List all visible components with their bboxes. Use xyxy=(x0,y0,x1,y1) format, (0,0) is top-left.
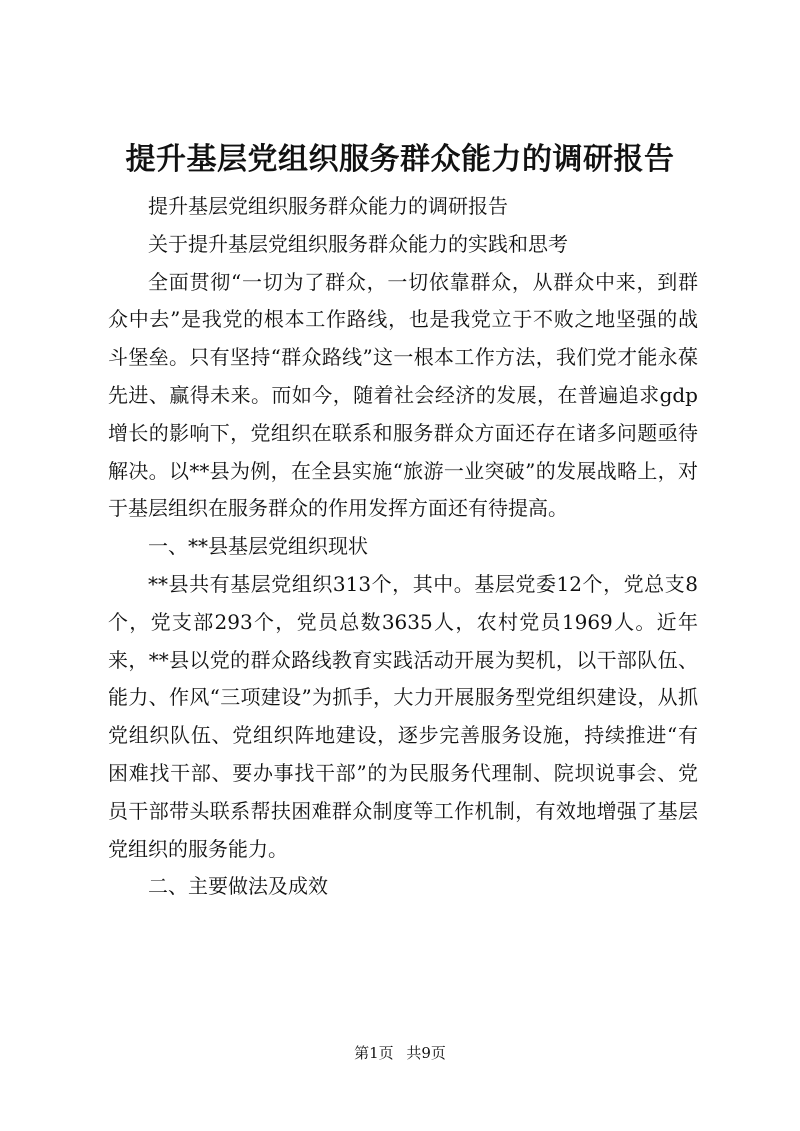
document-title: 提升基层党组织服务群众能力的调研报告 xyxy=(125,142,675,177)
document-body xyxy=(108,188,698,906)
section-heading-1: 一、**县基层党组织现状 xyxy=(148,534,368,559)
subtitle-paragraph: 提升基层党组织服务群众能力的调研报告 xyxy=(148,194,508,218)
page-total: 共9页 xyxy=(406,1044,446,1062)
subheading-paragraph: 关于提升基层党组织服务群众能力的实践和思考 xyxy=(148,231,568,256)
page-number: 第1页 xyxy=(354,1044,394,1062)
page-footer xyxy=(0,1043,800,1063)
section-1-paragraph: **县共有基层党组织313个，其中。基层党委12个，党总支8个，党支部293个，党员总数3635人，农村党员1969人。近年来，**县以党的群众路线教育实践活动开展为契机，以干部队伍、能力、作风“三项建设”为抓手，大力开展服务型党组织建设，从抓党组织队伍、党组织阵地建设，逐步完善服务设施，持续推进“有困难找干部、要办事找干部”的为民服务代理制、院坝说事会、党员干部带头联系帮扶困难群众制度等工作机制，有效地增强了基层党组织的服务能力。 xyxy=(108,571,698,861)
intro-paragraph: 全面贯彻“一切为了群众，一切依靠群众，从群众中来，到群众中去”是我党的根本工作路线，也是我党立于不败之地坚强的战斗堡垒。只有坚持“群众路线”这一根本工作方法，我们党才能永葆先进、赢得未来。而如今，随着社会经济的发展，在普遍追求gdp增长的影响下，党组织在联系和服务群众方面还存在诸多问题亟待解决。以**县为例，在全县实施“旅游一业突破”的发展战略上，对于基层组织在服务群众的作用发挥方面还有待提高。 xyxy=(108,269,698,521)
section-heading-2: 二、主要做法及成效 xyxy=(148,874,328,899)
